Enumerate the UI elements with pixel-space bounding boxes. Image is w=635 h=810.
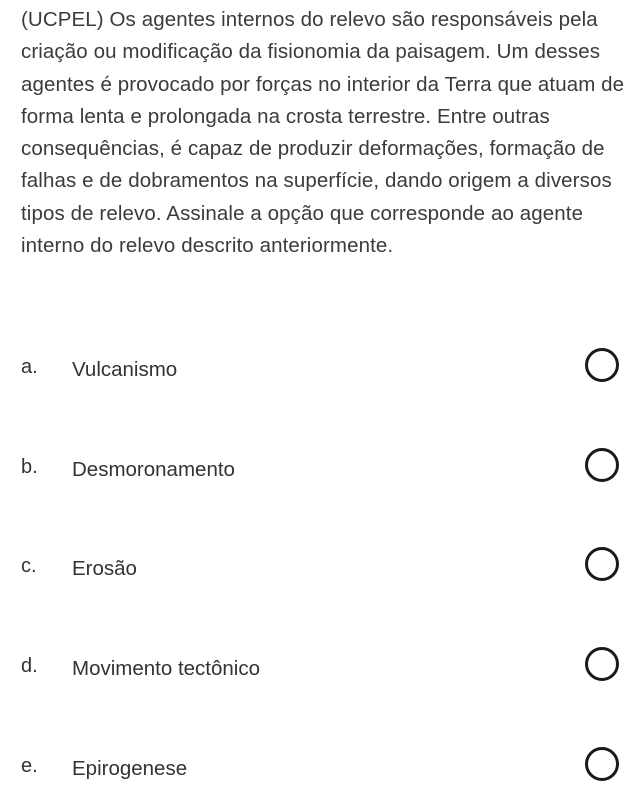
option-letter: e.: [21, 755, 38, 777]
option-e[interactable]: [0, 754, 635, 810]
option-label: Desmoronamento: [72, 458, 235, 481]
radio-button-d[interactable]: [585, 647, 619, 681]
option-label: Erosão: [72, 557, 137, 580]
option-letter: a.: [21, 356, 38, 378]
option-d[interactable]: [0, 654, 635, 710]
option-label: Epirogenese: [72, 757, 188, 780]
radio-button-a[interactable]: [585, 348, 619, 382]
radio-button-c[interactable]: [585, 547, 619, 581]
question-text: (UCPEL) Os agentes internos do relevo são responsáveis pela criação ou modificação da fisionomia da paisagem. Um desses agentes é provocado por forças no interior da Terra que atuam de forma lenta e prolongada na crosta terrestre. Entre outras consequências, é capaz de produzir deformações, formação de falhas e de dobramentos na superfície, dando origem a diversos tipos de relevo. Assinale a opção que corresponde ao agente interno do relevo descrito anteriormente.: [21, 8, 625, 258]
option-b[interactable]: [0, 455, 635, 511]
option-letter: d.: [21, 655, 38, 677]
option-label: Movimento tectônico: [72, 657, 261, 680]
option-letter: c.: [21, 555, 37, 577]
radio-button-e[interactable]: [585, 747, 619, 781]
option-a[interactable]: [0, 355, 635, 411]
option-label: Vulcanismo: [72, 358, 178, 381]
option-c[interactable]: [0, 554, 635, 610]
option-letter: b.: [21, 456, 38, 478]
radio-button-b[interactable]: [585, 448, 619, 482]
